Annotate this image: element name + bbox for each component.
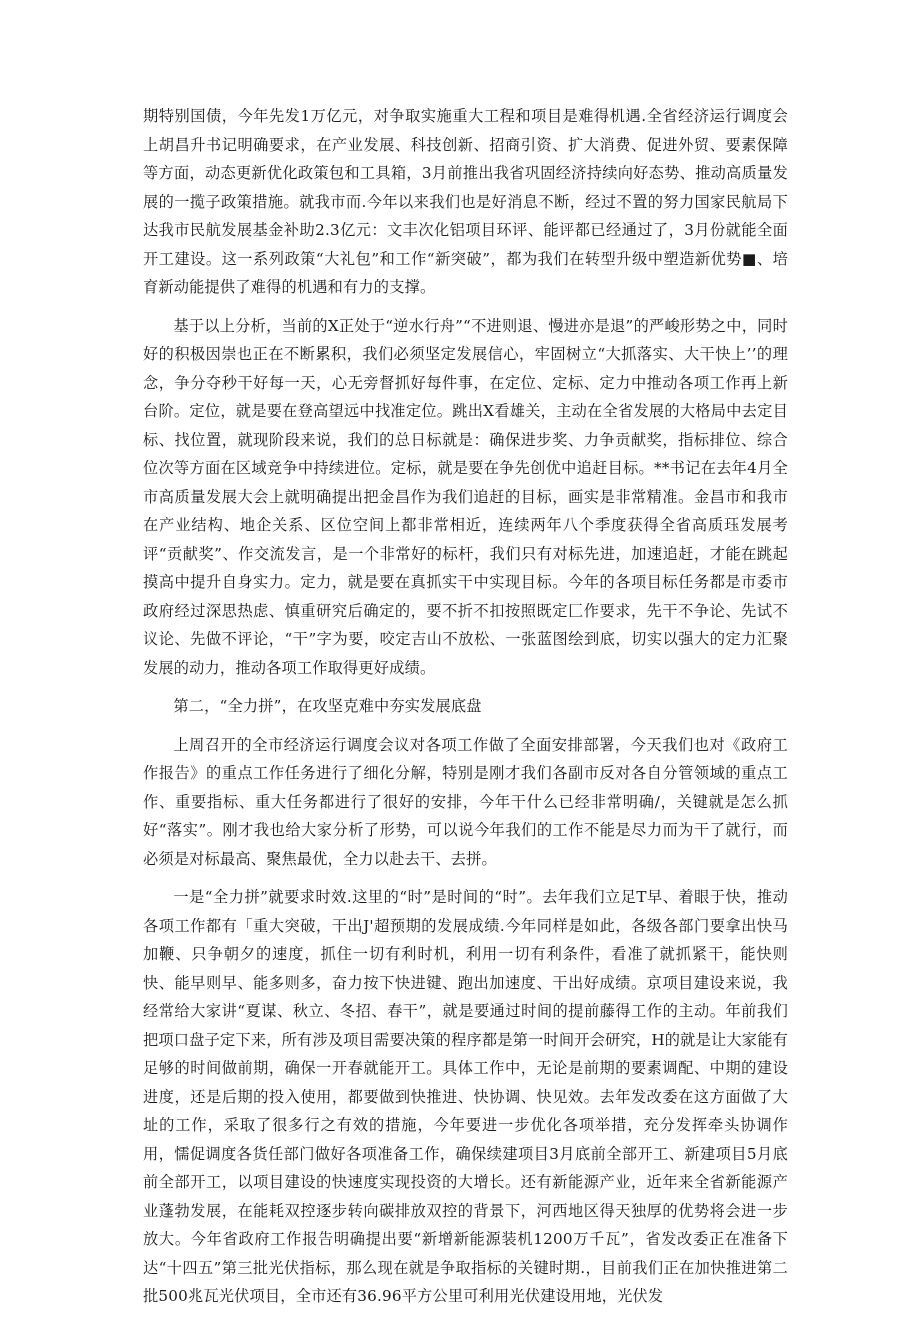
section-heading: 第二，“全力拼”，在攻坚克难中夯实发展底盘 xyxy=(173,697,482,715)
paragraph-timeliness: 一是“全力拼”就要求时效.这里的“时”是时间的“时”。去年我们立足T早、着眼于快，推动各项工作都有「重大突破，干出J'超预期的发展成绩.今年同样是如此，各级各部门要拿出快马加鞭、只争朝夕的速度，抓住一切有利时机，利用一切有利条件，看准了就抓紧干，能快则快、能早则早、能多则多，奋力按下快进键、跑出加速度、干出好成绩。京项目建设来说，我经常给大家讲“夏谋、秋立、冬招、春干”，就是要通过时间的提前藤得工作的主动。年前我们把项口盘子定下来，所有涉及项目需要决策的程序都是第一时间开会研究，H的就是让大家能有足够的时间做前期，确保一开春就能开工。具体工作中，无论是前期的要素调配、中期的建设进度，还是后期的投入使用，都要做到快推进、快协调、快见效。去年发改委在这方面做了大址的工作，采取了很多行之有效的措施，今年要进一步优化各项举措，充分发挥牵头协调作用，懦促调度各货任部门做好各项准备工作，确保续建项目3月底前全部开工、新建项目5月底前全部开工，以项目建设的快速度实现投资的大增长。还有新能源产业，近年来全省新能源产业蓬勃发展，在能耗双控逐步转向碳排放双控的背景下，河西地区得天独厚的优势将会进一步放大。今年省政府工作报告明确提出要“新增新能源装机1200万千瓦”，省发改委正在准备下达“十四五”第三批光伏指标，那么现在就是争取指标的关键时期.，目前我们正在加快推进第二批500兆瓦光伏项目，全市还有36.96平方公里可利用光伏建设用地，光伏发 xyxy=(143,888,788,1305)
paragraph-continuation: 期特别国债，今年先发1万亿元，对争取实施重大工程和项目是难得机遇.全省经济运行调度会上胡昌升书记明确要求，在产业发展、科技创新、招商引资、扩大消费、促进外贸、要素保障等方面，动态更新优化政策包和工具箱，3月前推出我省巩固经济持续向好态势、推动高质量发展的一揽子政策措施。就我市而.今年以来我们也是好消息不断，经过不置的努力国家民航局下达我市民航发展基金补助2.3亿元：文丰次化铝项目环评、能评都已经通过了，3月份就能全面开工建设。这一系列政策“大礼包”和工作“新突破”，都为我们在转型升级中塑造新优势■、培育新动能提供了难得的机遇和有力的支撑。 xyxy=(143,107,788,296)
paragraph-work-arrangement: 上周召开的全市经济运行调度会议对各项工作做了全面安排部署，今天我们也对《政府工作报告》的重点工作任务进行了细化分解，特别是刚才我们各副市反对各自分管领域的重点工作、重要指标、重大任务都进行了很好的安排，今年干什么已经非常明确/，关键就是怎么抓好“落实”。刚才我也给大家分析了形势，可以说今年我们的工作不能是尽力而为干了就行，而必须是对标最高、聚焦最优，全力以赴去干、去拼。 xyxy=(143,735,788,868)
document-body xyxy=(143,102,788,1321)
paragraph-positioning: 基于以上分析，当前的X正处于“逆水行舟”“不进则退、慢进亦是退”的严峻形势之中，同时好的积极因崇也正在不断累积，我们必须坚定发展信心，牢固树立“大抓落实、大干快上’’的理念，争分夺秒干好每一天，心无旁督抓好每件事，在定位、定标、定力中推动各项工作再上新台阶。定位，就是要在登高望远中找准定位。跳出X看雄关，主动在全省发展的大格局中去定目标、找位置，就现阶段来说，我们的总日标就是：确保进步奖、力争贡献奖，指标排位、综合位次等方面在区域竞争中持续进位。定标，就是要在争先创优中追赶目标。**书记在去年4月全市高质量发展大会上就明确提出把金昌作为我们追赶的目标，画实是非常精准。金昌市和我市在产业结构、地企关系、区位空间上都非常相近，连续两年八个季度获得全省高质珏发展考评“贡献奖”、作交流发言，是一个非常好的标杆，我们只有对标先进，加速追赶，才能在跳起摸高中提升自身实力。定力，就是要在真抓实干中实现目标。今年的各项目标任务都是市委市政府经过深思热虑、慎重研究后确定的，要不折不扣按照既定匚作要求，先干不争论、先试不议论、先做不评论，“干”字为要，咬定吉山不放松、一张蓝图绘到底，切实以强大的定力汇聚发展的动力，推动各项工作取得更好成绩。 xyxy=(143,316,788,677)
